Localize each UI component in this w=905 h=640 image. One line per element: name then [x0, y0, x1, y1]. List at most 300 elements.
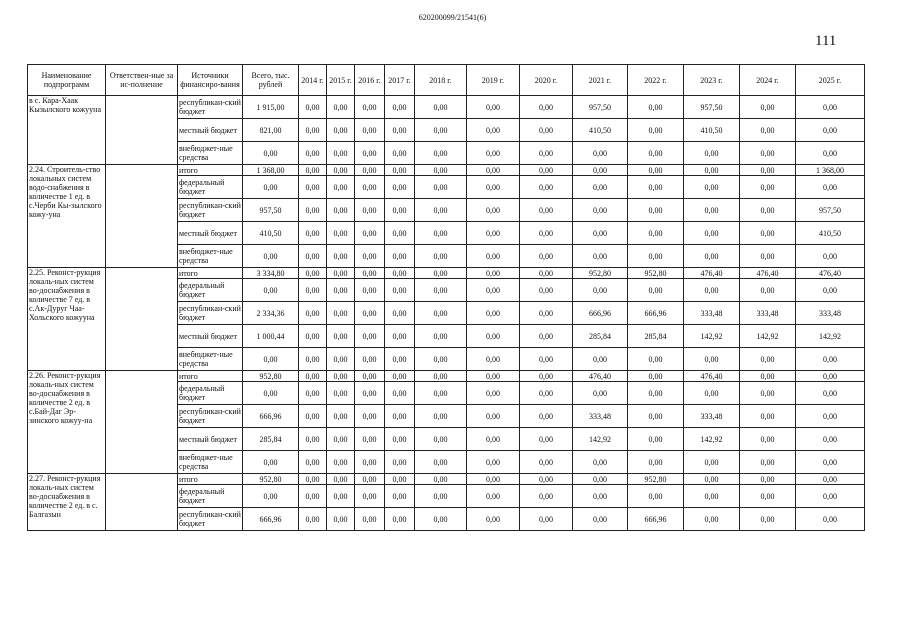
- year-value: 0,00: [740, 508, 796, 531]
- year-value: 0,00: [684, 142, 740, 165]
- header-responsible: Ответствен-ные за ис-полнение: [106, 65, 178, 96]
- year-value: 0,00: [385, 222, 415, 245]
- year-value: 0,00: [415, 279, 467, 302]
- year-value: 0,00: [299, 176, 327, 199]
- year-value: 0,00: [520, 474, 573, 485]
- header-year: 2023 г.: [684, 65, 740, 96]
- total-value: 0,00: [243, 451, 299, 474]
- responsible-cell: [106, 268, 178, 371]
- year-value: 0,00: [684, 176, 740, 199]
- year-value: 0,00: [467, 474, 520, 485]
- year-value: 476,40: [740, 268, 796, 279]
- subprogram-name: 2.27. Реконст-рукция локаль-ных систем во-доснабжения в количестве 2 ед. в с. Балгазын: [28, 474, 106, 531]
- total-value: 285,84: [243, 428, 299, 451]
- year-value: 0,00: [385, 451, 415, 474]
- year-value: 0,00: [467, 96, 520, 119]
- year-value: 0,00: [740, 405, 796, 428]
- year-value: 333,48: [740, 302, 796, 325]
- year-value: 666,96: [628, 508, 684, 531]
- year-value: 0,00: [520, 508, 573, 531]
- year-value: 0,00: [467, 428, 520, 451]
- year-value: 0,00: [415, 165, 467, 176]
- header-year: 2021 г.: [573, 65, 628, 96]
- funding-source: внебюджет-ные средства: [178, 245, 243, 268]
- year-value: 666,96: [628, 302, 684, 325]
- year-value: 0,00: [796, 119, 865, 142]
- total-value: 1 915,00: [243, 96, 299, 119]
- year-value: 0,00: [385, 176, 415, 199]
- year-value: 952,80: [573, 268, 628, 279]
- year-value: 0,00: [628, 165, 684, 176]
- year-value: 410,50: [573, 119, 628, 142]
- year-value: 0,00: [299, 485, 327, 508]
- subprogram-name: 2.24. Строитель-ство локальных систем водо-снабжения в количестве 1 ед. в с.Черби Кы-зылского кожу-уна: [28, 165, 106, 268]
- year-value: 0,00: [740, 279, 796, 302]
- year-value: 0,00: [740, 371, 796, 382]
- year-value: 0,00: [355, 142, 385, 165]
- year-value: 0,00: [573, 199, 628, 222]
- year-value: 0,00: [327, 165, 355, 176]
- year-value: 142,92: [796, 325, 865, 348]
- year-value: 0,00: [385, 428, 415, 451]
- funding-source: итого: [178, 474, 243, 485]
- year-value: 0,00: [355, 382, 385, 405]
- year-value: 142,92: [573, 428, 628, 451]
- year-value: 0,00: [628, 176, 684, 199]
- year-value: 0,00: [520, 199, 573, 222]
- funding-source: федеральный бюджет: [178, 382, 243, 405]
- year-value: 0,00: [740, 474, 796, 485]
- year-value: 0,00: [467, 508, 520, 531]
- year-value: 0,00: [355, 474, 385, 485]
- year-value: 0,00: [327, 474, 355, 485]
- year-value: 0,00: [385, 485, 415, 508]
- year-value: 0,00: [684, 222, 740, 245]
- year-value: 142,92: [740, 325, 796, 348]
- subprogram-name: в с. Кара-Хаак Кызылского кожууна: [28, 96, 106, 165]
- total-value: 957,50: [243, 199, 299, 222]
- funding-source: местный бюджет: [178, 428, 243, 451]
- year-value: 0,00: [520, 451, 573, 474]
- year-value: 0,00: [299, 428, 327, 451]
- header-year: 2014 г.: [299, 65, 327, 96]
- year-value: 0,00: [299, 371, 327, 382]
- year-value: 0,00: [684, 199, 740, 222]
- year-value: 0,00: [327, 268, 355, 279]
- total-value: 3 334,80: [243, 268, 299, 279]
- total-value: 0,00: [243, 382, 299, 405]
- year-value: 0,00: [299, 279, 327, 302]
- year-value: 0,00: [299, 142, 327, 165]
- year-value: 0,00: [355, 451, 385, 474]
- year-value: 0,00: [299, 348, 327, 371]
- year-value: 0,00: [385, 119, 415, 142]
- funding-source: местный бюджет: [178, 119, 243, 142]
- responsible-cell: [106, 96, 178, 165]
- year-value: 0,00: [467, 199, 520, 222]
- year-value: 0,00: [520, 268, 573, 279]
- year-value: 0,00: [467, 451, 520, 474]
- year-value: 0,00: [573, 222, 628, 245]
- responsible-cell: [106, 474, 178, 531]
- year-value: 0,00: [467, 405, 520, 428]
- year-value: 0,00: [299, 268, 327, 279]
- funding-source: итого: [178, 371, 243, 382]
- year-value: 0,00: [796, 279, 865, 302]
- year-value: 0,00: [385, 245, 415, 268]
- total-value: 0,00: [243, 176, 299, 199]
- total-value: 2 334,36: [243, 302, 299, 325]
- year-value: 0,00: [684, 451, 740, 474]
- year-value: 0,00: [740, 199, 796, 222]
- year-value: 0,00: [796, 405, 865, 428]
- year-value: 0,00: [385, 382, 415, 405]
- year-value: 0,00: [796, 485, 865, 508]
- year-value: 0,00: [740, 222, 796, 245]
- year-value: 0,00: [573, 382, 628, 405]
- year-value: 0,00: [520, 142, 573, 165]
- year-value: 0,00: [573, 474, 628, 485]
- year-value: 0,00: [415, 142, 467, 165]
- year-value: 0,00: [684, 245, 740, 268]
- header-sources: Источники финансиро-вания: [178, 65, 243, 96]
- year-value: 0,00: [385, 348, 415, 371]
- year-value: 0,00: [796, 142, 865, 165]
- funding-source: внебюджет-ные средства: [178, 142, 243, 165]
- year-value: 666,96: [573, 302, 628, 325]
- table-row: [28, 96, 865, 119]
- year-value: 0,00: [415, 382, 467, 405]
- responsible-cell: [106, 165, 178, 268]
- year-value: 0,00: [385, 508, 415, 531]
- year-value: 333,48: [796, 302, 865, 325]
- year-value: 0,00: [520, 119, 573, 142]
- year-value: 0,00: [796, 96, 865, 119]
- year-value: 0,00: [740, 96, 796, 119]
- year-value: 0,00: [520, 245, 573, 268]
- year-value: 0,00: [327, 348, 355, 371]
- year-value: 0,00: [415, 348, 467, 371]
- total-value: 0,00: [243, 348, 299, 371]
- year-value: 0,00: [327, 405, 355, 428]
- year-value: 0,00: [573, 176, 628, 199]
- year-value: 0,00: [299, 96, 327, 119]
- year-value: 0,00: [740, 428, 796, 451]
- year-value: 0,00: [573, 279, 628, 302]
- funding-source: республикан-ский бюджет: [178, 405, 243, 428]
- year-value: 0,00: [467, 371, 520, 382]
- year-value: 0,00: [573, 451, 628, 474]
- document-id: 620200099/21541(6): [418, 13, 487, 22]
- year-value: 0,00: [467, 245, 520, 268]
- year-value: 0,00: [355, 96, 385, 119]
- year-value: 0,00: [628, 428, 684, 451]
- year-value: 0,00: [684, 165, 740, 176]
- year-value: 0,00: [327, 485, 355, 508]
- table-row: [28, 165, 865, 176]
- year-value: 0,00: [796, 348, 865, 371]
- year-value: 0,00: [299, 245, 327, 268]
- year-value: 0,00: [415, 222, 467, 245]
- budget-table: [27, 64, 865, 531]
- year-value: 0,00: [467, 279, 520, 302]
- year-value: 0,00: [467, 325, 520, 348]
- year-value: 0,00: [628, 405, 684, 428]
- total-value: 666,96: [243, 405, 299, 428]
- header-name: Наименование подпрограмм: [28, 65, 106, 96]
- year-value: 0,00: [385, 165, 415, 176]
- year-value: 1 368,00: [796, 165, 865, 176]
- year-value: 0,00: [327, 222, 355, 245]
- year-value: 0,00: [415, 96, 467, 119]
- year-value: 0,00: [684, 474, 740, 485]
- year-value: 0,00: [467, 176, 520, 199]
- year-value: 285,84: [628, 325, 684, 348]
- year-value: 333,48: [573, 405, 628, 428]
- year-value: 333,48: [684, 405, 740, 428]
- year-value: 0,00: [299, 508, 327, 531]
- funding-source: республикан-ский бюджет: [178, 302, 243, 325]
- year-value: 0,00: [628, 96, 684, 119]
- year-value: 0,00: [573, 142, 628, 165]
- funding-source: внебюджет-ные средства: [178, 348, 243, 371]
- year-value: 0,00: [467, 382, 520, 405]
- year-value: 0,00: [299, 165, 327, 176]
- year-value: 0,00: [520, 222, 573, 245]
- year-value: 0,00: [740, 451, 796, 474]
- year-value: 0,00: [355, 325, 385, 348]
- header-year: 2016 г.: [355, 65, 385, 96]
- year-value: 0,00: [740, 165, 796, 176]
- year-value: 957,50: [573, 96, 628, 119]
- header-year: 2025 г.: [796, 65, 865, 96]
- year-value: 0,00: [520, 176, 573, 199]
- responsible-cell: [106, 371, 178, 474]
- year-value: 0,00: [740, 382, 796, 405]
- year-value: 0,00: [684, 485, 740, 508]
- year-value: 0,00: [327, 428, 355, 451]
- year-value: 0,00: [573, 485, 628, 508]
- year-value: 0,00: [299, 302, 327, 325]
- funding-source: федеральный бюджет: [178, 485, 243, 508]
- year-value: 0,00: [327, 245, 355, 268]
- year-value: 0,00: [385, 142, 415, 165]
- funding-source: внебюджет-ные средства: [178, 451, 243, 474]
- year-value: 0,00: [628, 199, 684, 222]
- year-value: 0,00: [415, 245, 467, 268]
- year-value: 0,00: [415, 199, 467, 222]
- total-value: 1 368,00: [243, 165, 299, 176]
- table-row: [28, 371, 865, 382]
- year-value: 0,00: [415, 451, 467, 474]
- year-value: 410,50: [796, 222, 865, 245]
- year-value: 0,00: [299, 222, 327, 245]
- year-value: 476,40: [684, 371, 740, 382]
- year-value: 0,00: [299, 474, 327, 485]
- year-value: 0,00: [740, 245, 796, 268]
- total-value: 0,00: [243, 142, 299, 165]
- total-value: 410,50: [243, 222, 299, 245]
- year-value: 0,00: [740, 348, 796, 371]
- year-value: 0,00: [467, 302, 520, 325]
- funding-source: итого: [178, 165, 243, 176]
- year-value: 0,00: [520, 348, 573, 371]
- funding-source: республикан-ский бюджет: [178, 96, 243, 119]
- year-value: 0,00: [520, 325, 573, 348]
- year-value: 0,00: [355, 428, 385, 451]
- year-value: 0,00: [385, 474, 415, 485]
- year-value: 0,00: [355, 222, 385, 245]
- year-value: 0,00: [327, 451, 355, 474]
- header-year: 2024 г.: [740, 65, 796, 96]
- year-value: 0,00: [684, 382, 740, 405]
- year-value: 0,00: [299, 405, 327, 428]
- year-value: 0,00: [355, 348, 385, 371]
- year-value: 0,00: [467, 119, 520, 142]
- year-value: 0,00: [355, 371, 385, 382]
- year-value: 142,92: [684, 428, 740, 451]
- year-value: 957,50: [684, 96, 740, 119]
- total-value: 0,00: [243, 279, 299, 302]
- total-value: 952,80: [243, 371, 299, 382]
- year-value: 0,00: [740, 119, 796, 142]
- header-year: 2020 г.: [520, 65, 573, 96]
- year-value: 0,00: [327, 508, 355, 531]
- year-value: 0,00: [796, 176, 865, 199]
- year-value: 0,00: [385, 279, 415, 302]
- year-value: 476,40: [684, 268, 740, 279]
- year-value: 0,00: [628, 382, 684, 405]
- subprogram-name: 2.25. Реконст-рукция локаль-ных систем во-доснабжения в количестве 7 ед. в с.Ак-Дуруг Чаа-Хольского кожууна: [28, 268, 106, 371]
- funding-source: республикан-ский бюджет: [178, 508, 243, 531]
- year-value: 0,00: [796, 508, 865, 531]
- year-value: 0,00: [520, 371, 573, 382]
- year-value: 0,00: [684, 508, 740, 531]
- year-value: 0,00: [520, 96, 573, 119]
- year-value: 0,00: [327, 325, 355, 348]
- header-year: 2019 г.: [467, 65, 520, 96]
- year-value: 0,00: [573, 245, 628, 268]
- year-value: 0,00: [740, 142, 796, 165]
- year-value: 0,00: [385, 199, 415, 222]
- funding-source: итого: [178, 268, 243, 279]
- year-value: 0,00: [467, 268, 520, 279]
- year-value: 0,00: [355, 279, 385, 302]
- year-value: 0,00: [628, 245, 684, 268]
- year-value: 0,00: [385, 268, 415, 279]
- total-value: 821,00: [243, 119, 299, 142]
- header-row: [28, 65, 865, 96]
- year-value: 0,00: [684, 279, 740, 302]
- year-value: 0,00: [573, 348, 628, 371]
- year-value: 410,50: [684, 119, 740, 142]
- year-value: 952,80: [628, 268, 684, 279]
- year-value: 0,00: [520, 382, 573, 405]
- year-value: 0,00: [327, 382, 355, 405]
- funding-source: федеральный бюджет: [178, 176, 243, 199]
- year-value: 0,00: [796, 451, 865, 474]
- year-value: 0,00: [355, 245, 385, 268]
- year-value: 0,00: [355, 508, 385, 531]
- year-value: 0,00: [573, 165, 628, 176]
- year-value: 0,00: [415, 508, 467, 531]
- year-value: 0,00: [415, 485, 467, 508]
- year-value: 0,00: [355, 176, 385, 199]
- year-value: 957,50: [796, 199, 865, 222]
- year-value: 0,00: [327, 176, 355, 199]
- year-value: 0,00: [415, 268, 467, 279]
- year-value: 0,00: [628, 485, 684, 508]
- funding-source: местный бюджет: [178, 222, 243, 245]
- year-value: 0,00: [355, 405, 385, 428]
- header-year: 2017 г.: [385, 65, 415, 96]
- year-value: 0,00: [355, 302, 385, 325]
- year-value: 142,92: [684, 325, 740, 348]
- year-value: 0,00: [415, 119, 467, 142]
- header-year: 2022 г.: [628, 65, 684, 96]
- year-value: 0,00: [467, 165, 520, 176]
- year-value: 0,00: [520, 428, 573, 451]
- year-value: 0,00: [520, 302, 573, 325]
- year-value: 952,80: [628, 474, 684, 485]
- year-value: 0,00: [628, 222, 684, 245]
- year-value: 0,00: [520, 279, 573, 302]
- year-value: 0,00: [467, 485, 520, 508]
- year-value: 0,00: [467, 222, 520, 245]
- header-total: Всего, тыс. рублей: [243, 65, 299, 96]
- year-value: 0,00: [299, 451, 327, 474]
- year-value: 0,00: [684, 348, 740, 371]
- year-value: 0,00: [385, 302, 415, 325]
- header-year: 2018 г.: [415, 65, 467, 96]
- year-value: 0,00: [796, 371, 865, 382]
- table-row: [28, 474, 865, 485]
- total-value: 0,00: [243, 485, 299, 508]
- total-value: 0,00: [243, 245, 299, 268]
- year-value: 0,00: [415, 302, 467, 325]
- year-value: 0,00: [467, 348, 520, 371]
- year-value: 0,00: [327, 302, 355, 325]
- year-value: 0,00: [520, 165, 573, 176]
- year-value: 0,00: [327, 199, 355, 222]
- total-value: 952,80: [243, 474, 299, 485]
- year-value: 0,00: [355, 165, 385, 176]
- year-value: 0,00: [415, 371, 467, 382]
- year-value: 0,00: [796, 428, 865, 451]
- funding-source: республикан-ский бюджет: [178, 199, 243, 222]
- header-year: 2015 г.: [327, 65, 355, 96]
- page-number: 111: [815, 33, 837, 49]
- funding-source: федеральный бюджет: [178, 279, 243, 302]
- table-body: [28, 96, 865, 531]
- year-value: 0,00: [740, 485, 796, 508]
- year-value: 0,00: [520, 485, 573, 508]
- year-value: 0,00: [385, 405, 415, 428]
- year-value: 0,00: [327, 371, 355, 382]
- year-value: 0,00: [415, 325, 467, 348]
- year-value: 0,00: [355, 119, 385, 142]
- year-value: 476,40: [796, 268, 865, 279]
- year-value: 0,00: [520, 405, 573, 428]
- year-value: 0,00: [385, 96, 415, 119]
- year-value: 0,00: [573, 508, 628, 531]
- year-value: 0,00: [327, 96, 355, 119]
- year-value: 0,00: [299, 382, 327, 405]
- year-value: 0,00: [299, 119, 327, 142]
- year-value: 0,00: [355, 485, 385, 508]
- table-row: [28, 268, 865, 279]
- year-value: 0,00: [796, 474, 865, 485]
